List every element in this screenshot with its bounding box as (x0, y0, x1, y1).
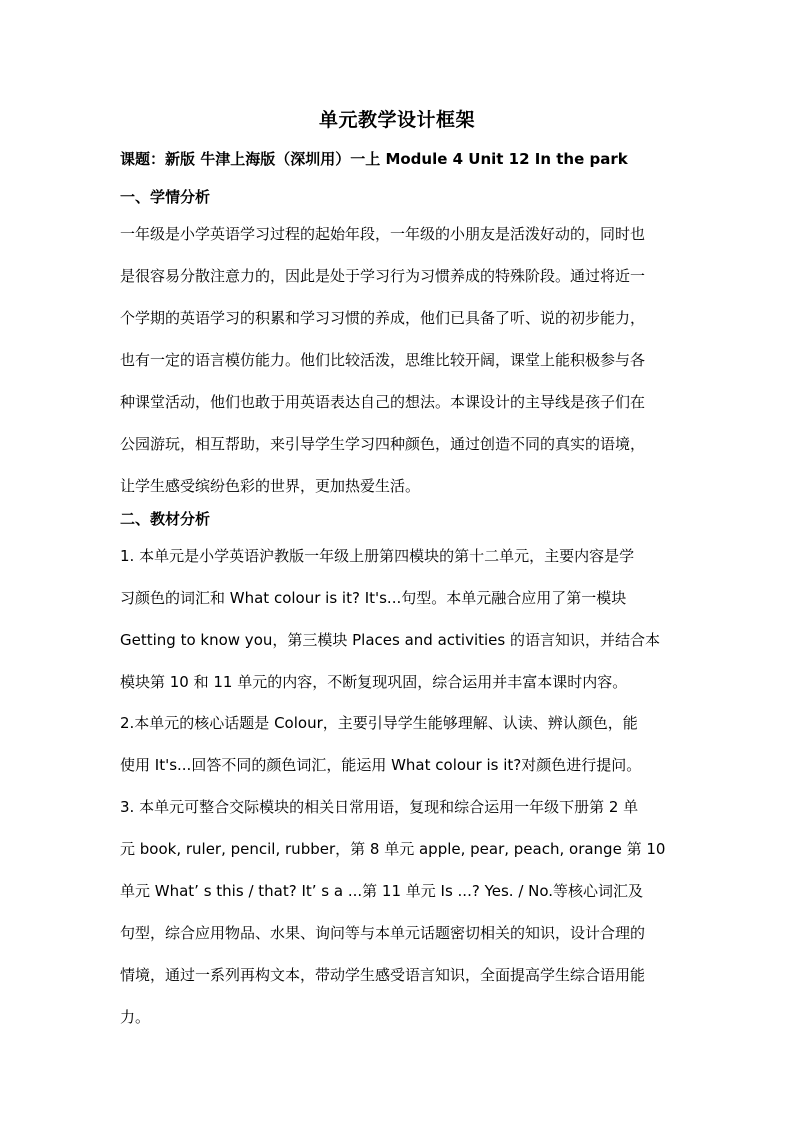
paragraph-line: 种课堂活动，他们也敢于用英语表达自己的想法。本课设计的主导线是孩子们在 (120, 393, 646, 411)
paragraph-line: 2.本单元的核心话题是 Colour，主要引导学生能够理解、认读、辨认颜色，能 (120, 714, 638, 732)
paragraph-line: 个学期的英语学习的积累和学习习惯的养成，他们已具备了听、说的初步能力， (120, 309, 646, 327)
paragraph-line: 元 book, ruler, pencil, rubber，第 8 单元 apple, pear, peach, orange 第 10 (120, 840, 666, 858)
paragraph-line: 1. 本单元是小学英语沪教版一年级上册第四模块的第十二单元，主要内容是学 (120, 547, 635, 565)
paragraph-line: Getting to know you，第三模块 Places and activities 的语言知识，并结合本 (120, 631, 660, 649)
paragraph-line: 公园游玩，相互帮助，来引导学生学习四种颜色，通过创造不同的真实的语境， (120, 435, 646, 453)
paragraph-line: 力。 (120, 1008, 151, 1026)
paragraph-line: 让学生感受缤纷色彩的世界，更加热爱生活。 (120, 477, 421, 495)
paragraph-line: 一年级是小学英语学习过程的起始年段，一年级的小朋友是活泼好动的，同时也 (120, 225, 646, 243)
paragraph-line: 模块第 10 和 11 单元的内容，不断复现巩固，综合运用并丰富本课时内容。 (120, 673, 628, 691)
paragraph-line: 单元 What’ s this / that? It’ s a ...第 11 单元 Is ...? Yes. / No.等核心词汇及 (120, 882, 644, 900)
learner-analysis-paragraph (120, 221, 680, 515)
material-analysis-item-2 (120, 710, 680, 794)
paragraph-line: 习颜色的词汇和 What colour is it? It's...句型。本单元融合应用了第一模块 (120, 589, 627, 607)
document-title: 单元教学设计框架 (318, 109, 475, 131)
section-heading-material-analysis: 二、教材分析 (120, 510, 211, 528)
paragraph-line: 是很容易分散注意力的，因此是处于学习行为习惯养成的特殊阶段。通过将近一 (120, 267, 646, 285)
paragraph-line: 也有一定的语言模仿能力。他们比较活泼，思维比较开阔，课堂上能积极参与各 (120, 351, 646, 369)
paragraph-line: 情境，通过一系列再构文本，带动学生感受语言知识，全面提高学生综合语用能 (120, 966, 646, 984)
paragraph-line: 使用 It's...回答不同的颜色词汇，能运用 What colour is it?对颜色进行提问。 (120, 756, 642, 774)
paragraph-line: 句型，综合应用物品、水果、询问等与本单元话题密切相关的知识，设计合理的 (120, 924, 646, 942)
paragraph-line: 3. 本单元可整合交际模块的相关日常用语，复现和综合运用一年级下册第 2 单 (120, 798, 639, 816)
section-heading-learner-analysis: 一、学情分析 (120, 188, 211, 206)
material-analysis-item-1 (120, 543, 680, 711)
lesson-subject: 课题：新版 牛津上海版（深圳用）一上 Module 4 Unit 12 In the park (120, 150, 628, 168)
material-analysis-item-3 (120, 794, 680, 1046)
